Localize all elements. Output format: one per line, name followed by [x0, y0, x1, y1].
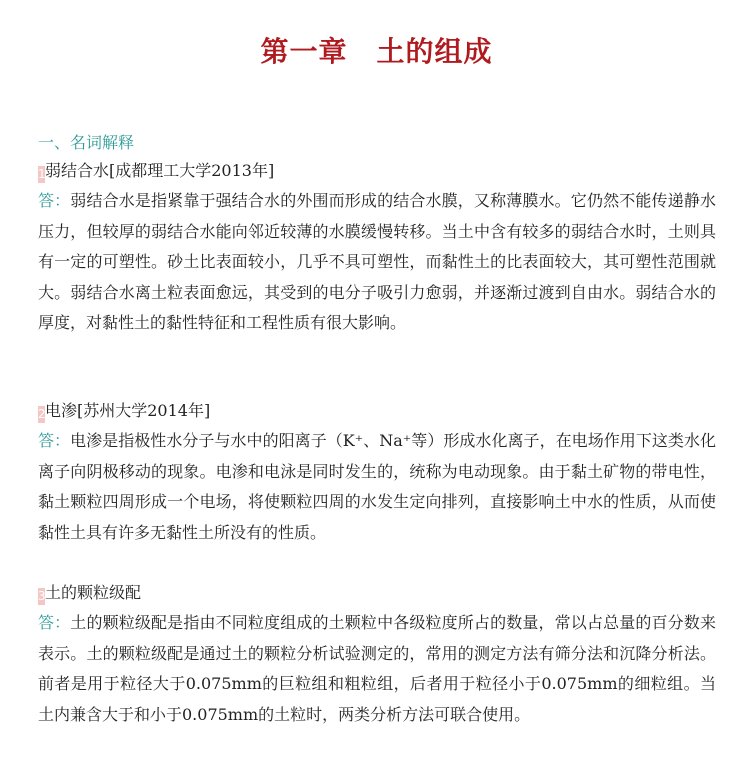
definition-entry: [38, 398, 716, 548]
term-line: [38, 580, 716, 606]
entry-number-badge: 3: [38, 589, 46, 603]
section-heading: 一、名词解释: [38, 133, 135, 152]
term-title: 电渗[苏州大学2014年]: [45, 401, 211, 420]
term-line: [38, 158, 716, 184]
answer-label: 答：: [38, 431, 71, 450]
term-title: 弱结合水[成都理工大学2013年]: [45, 161, 275, 180]
entry-number-badge: 2: [38, 407, 46, 421]
answer-text: 土的颗粒级配是指由不同粒度组成的土颗粒中各级粒度所占的数量，常以占总量的百分数来表示。土的颗粒级配是通过土的颗粒分析试验测定的，常用的测定方法有筛分法和沉降分析法。前者是用于粒径大于0.075mm的巨粒组和粗粒组，后者用于粒径小于0.075mm的细粒组。当土内兼含大于和小于0.075mm的土粒时，两类分析方法可联合使用。: [38, 613, 716, 724]
answer-paragraph: [38, 608, 716, 730]
answer-paragraph: [38, 186, 716, 339]
definition-entry: [38, 580, 716, 730]
answer-text: 电渗是指极性水分子与水中的阳离子（K⁺、Na⁺等）形成水化离子，在电场作用下这类水化离子向阴极移动的现象。电渗和电泳是同时发生的，统称为电动现象。由于黏土矿物的带电性，黏土颗粒四周形成一个电场，将使颗粒四周的水发生定向排列，直接影响土中水的性质，从而使黏性土具有许多无黏性土所没有的性质。: [38, 431, 716, 542]
entry-number-badge: 1: [38, 167, 46, 181]
answer-label: 答：: [38, 191, 71, 210]
definition-entry: [38, 158, 716, 339]
answer-label: 答：: [38, 613, 71, 632]
answer-text: 弱结合水是指紧靠于强结合水的外围而形成的结合水膜，又称薄膜水。它仍然不能传递静水压力，但较厚的弱结合水能向邻近较薄的水膜缓慢转移。当土中含有较多的弱结合水时，土则具有一定的可塑性。砂土比表面较小，几乎不具可塑性，而黏性土的比表面较大，其可塑性范围就大。弱结合水离土粒表面愈远，其受到的电分子吸引力愈弱，并逐渐过渡到自由水。弱结合水的厚度，对黏性土的黏性特征和工程性质有很大影响。: [38, 191, 716, 332]
chapter-title: 第一章 土的组成: [260, 35, 493, 68]
term-title: 土的颗粒级配: [45, 583, 142, 602]
answer-paragraph: [38, 426, 716, 548]
term-line: [38, 398, 716, 424]
